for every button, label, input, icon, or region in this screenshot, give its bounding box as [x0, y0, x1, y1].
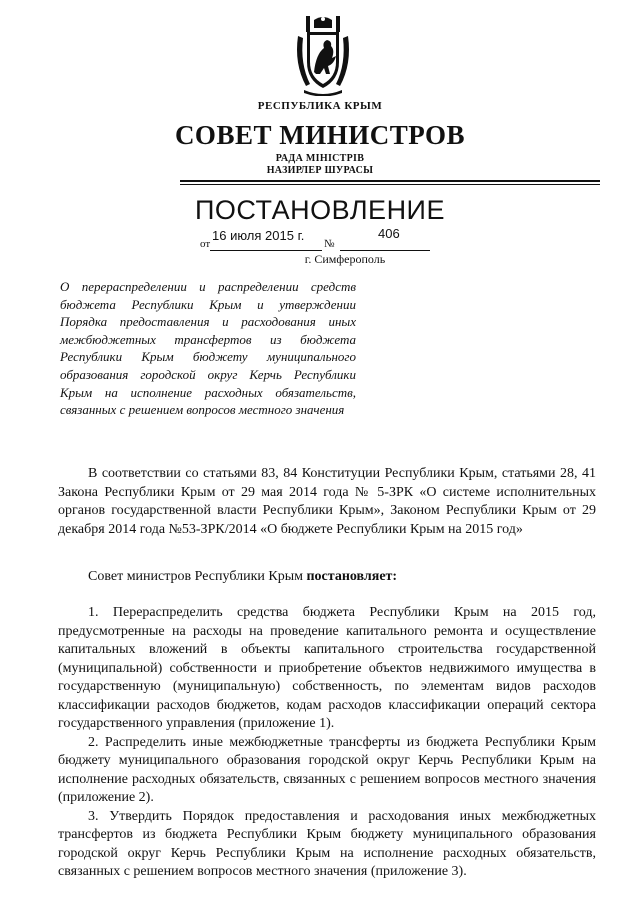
number-prefix: № — [324, 238, 335, 250]
header-divider-thin — [180, 184, 600, 185]
council-title-crimean-tatar: НАЗИРЛЕР ШУРАСЫ — [266, 165, 374, 176]
council-title: СОВЕТ МИНИСТРОВ — [174, 120, 466, 150]
resolves-paragraph — [58, 568, 596, 587]
decree-city: г. Симферополь — [304, 252, 386, 266]
council-title-ukrainian: РАДА МІНІСТРІВ — [275, 153, 365, 164]
decree-title: ПОСТАНОВЛЕНИЕ — [195, 195, 445, 225]
decree-date: 16 июля 2015 г. — [212, 228, 305, 243]
date-prefix: от — [200, 238, 211, 250]
crimea-coat-of-arms-icon — [292, 14, 354, 96]
decree-item-3: 3. Утвердить Порядок предоставления и расходования иных межбюджетных трансфертов из бюджета Республики Крым бюджету муниципального образования городской округ Керчь Республики Крым на исполнение расходных обязательств, связанных с решением вопросов местного значения (приложение 3). — [58, 808, 596, 879]
republic-name: РЕСПУБЛИКА КРЫМ — [257, 100, 383, 112]
decree-date-number-line — [200, 226, 440, 252]
number-underline — [340, 250, 430, 251]
decree-item-2: 2. Распределить иные межбюджетные трансферты из бюджета Республики Крым бюджету муниципального образования городской округ Керчь Республики Крым на исполнение расходных обязательств, связанных с решением вопросов местного значения (приложение 2). — [58, 734, 596, 805]
resolves-lead: Совет министров Республики Крым — [88, 569, 307, 584]
preamble-text: В соответствии со статьями 83, 84 Конституции Республики Крым, статьями 28, 41 Закона Республики Крым от 29 мая 2014 года № 5-ЗРК «О системе исполнительных органов государственной власти Республики Крым», Законом Республики Крым от 29 декабря 2014 года №53-ЗРК/2014 «О бюджете Республики Крым на 2015 год» — [58, 466, 596, 537]
decree-items — [58, 604, 596, 882]
decree-item-1: 1. Перераспределить средства бюджета Республики Крым на 2015 год, предусмотренные на расходы на проведение капитального ремонта и осуществление капитальных вложений в объекты капитального строительства государственной (муниципальной) собственности и приобретение объектов недвижимого имущества в государственную (муниципальную) собственность, по элементам видов расходов классификации расходов бюджетов, кодам расходов классификации операций сектора государственного управления (приложение 1). — [58, 605, 596, 731]
date-underline — [210, 250, 322, 251]
preamble-paragraph — [58, 465, 596, 539]
header-divider-thick — [180, 180, 600, 182]
decree-number: 406 — [378, 226, 400, 241]
decree-subject: О перераспределении и распределении средств бюджета Республики Крым и утверждении Порядка предоставления и расходования иных межбюджетных трансфертов из бюджета Республики Крым бюджету муниципального образования городской округ Керчь Республики Крым на исполнение расходных обязательств, связанных с решением вопросов местного значения — [60, 279, 356, 418]
resolves-keyword: постановляет: — [306, 569, 398, 584]
